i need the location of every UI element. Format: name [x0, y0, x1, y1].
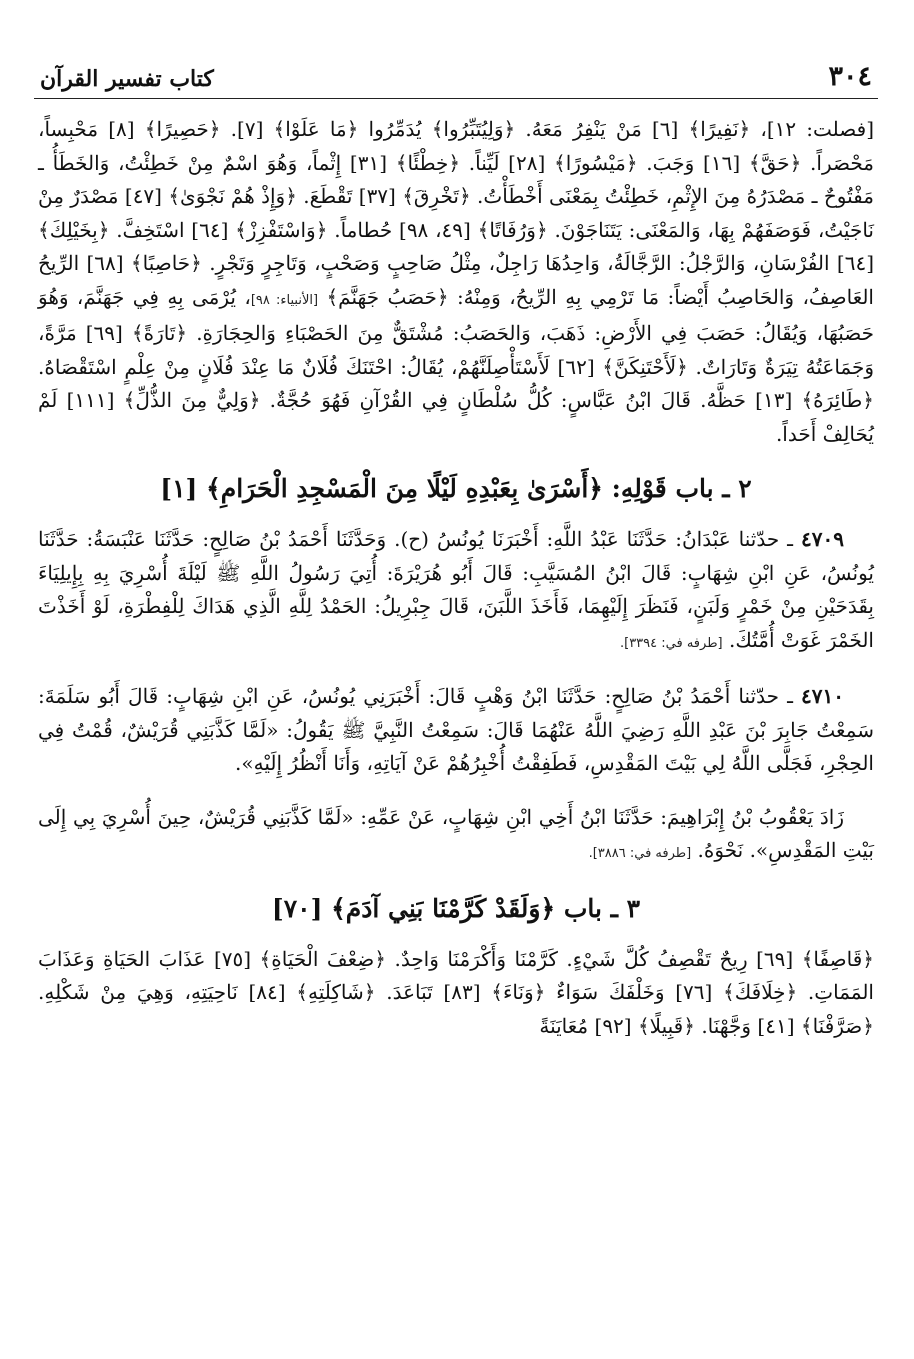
hadith-text: ـ حدّثنا أَحْمَدُ بْنُ صَالِحٍ: حَدَّثَنَا ابْنُ وَهْبٍ قَالَ: أَخْبَرَنِي يُونُسُ، عَنِ ابْنِ شِهَابٍ: قَالَ أَبُو سَلَمَةَ: سَمِعْتُ جَابِرَ بْنَ عَبْدِ اللَّهِ رَضِيَ اللَّهُ عَنْهُمَا قَالَ: سَمِعْتُ النَّبِيَّ ﷺ يَقُولُ: «لَمَّا كَذَّبَنِي قُرَيْشٌ، قُمْتُ فِي الحِجْرِ، فَجَلَّى اللَّهُ لِي بَيْتَ المَقْدِسِ، فَطَفِقْتُ أُخْبِرُهُمْ عَنْ آيَاتِهِ، وَأَنَا أَنْظُرُ إِلَيْهِ». — [38, 684, 874, 775]
hadith-4709 — [34, 523, 878, 660]
hadith-4710 — [34, 680, 878, 781]
chapter-heading-3: ٣ ـ باب ﴿وَلَقَدْ كَرَّمْنَا بَنِي آدَمَ﴾ [٧٠] — [271, 893, 641, 923]
gloss-paragraph-2 — [34, 943, 878, 1044]
hadith-number: ٤٧١٠ — [801, 684, 844, 708]
cross-reference: [طرفه في: ٣٨٨٦]. — [588, 846, 692, 861]
hadith-number: ٤٧٠٩ — [801, 527, 844, 551]
hadith-text: ـ حدّثنا عَبْدَانُ: حَدَّثَنَا عَبْدُ اللَّهِ: أَخْبَرَنَا يُونُسُ (ح). وَحَدَّثَنَا أَحْمَدُ بْنُ صَالِحٍ: حَدَّثَنَا عَنْبَسَةُ: حَدَّثَنَا يُونُسُ، عَنِ ابْنِ شِهَابٍ: قَالَ ابْنُ المُسَيَّبِ: قَالَ أَبُو هُرَيْرَةَ: أُتِيَ رَسُولُ اللَّهِ ﷺ لَيْلَةَ أُسْرِيَ بِهِ بِإِيلِيَاءَ بِقَدَحَيْنِ مِنْ خَمْرٍ وَلَبَنٍ، فَنَظَرَ إِلَيْهِمَا، فَأَخَذَ اللَّبَنَ، قَالَ جِبْرِيلُ: الحَمْدُ لِلَّهِ الَّذِي هَدَاكَ لِلْفِطْرَةِ، لَوْ أَخَذْتَ الخَمْرَ غَوَتْ أُمَّتُكَ. — [38, 527, 874, 652]
gloss-paragraph-1 — [34, 113, 878, 451]
verse-reference: [الأنبياء: ٩٨] — [250, 292, 319, 308]
gloss-text: [فصلت: ١٢]، ﴿نَفِيرًا﴾ [٦] مَنْ يَنْفِرُ مَعَهُ. ﴿وَلِيُتَبِّرُوا﴾ يُدَمِّرُوا ﴿مَا عَلَوْا﴾ [٧]. ﴿حَصِيرًا﴾ [٨] مَحْبِساً، مَحْصَراً. ﴿حَقَّ﴾ [١٦] وَجَبَ. ﴿مَيْسُورًا﴾ [٢٨] لَيِّناً. ﴿خِطْئًا﴾ [٣١] إِثْماً، وَهُوَ اسْمٌ مِنْ خَطِئْتُ، وَالخَطَأُ ـ مَفْتُوحٌ ـ مَصْدَرُهُ مِنَ الإِثْمِ، خَطِئْتُ بِمَعْنَى أَخْطَأْتُ. ﴿تَخْرِقَ﴾ [٣٧] تَقْطَعَ. ﴿وَإِذْ هُمْ نَجْوَىٰ﴾ [٤٧] مَصْدَرٌ مِنْ نَاجَيْتُ، فَوَصَفَهُمْ بِهَا، وَالمَعْنَى: يَتَنَاجَوْنَ. ﴿وَرُفَاتًا﴾ [٤٩، ٩٨] حُطاماً. ﴿وَاسْتَفْزِزْ﴾ [٦٤] اسْتَخِفَّ. ﴿بِخَيْلِكَ﴾ [٦٤] الفُرْسَانِ، وَالرَّجْلُ: الرَّجَّالَةُ، وَاحِدُهَا رَاجِلٌ، مِثْلُ صَاحِبٍ وَصَحْبٍ، وَتَاجِرٍ وَتَجْرٍ. ﴿حَاصِبًا﴾ [٦٨] الرِّيحُ العَاصِفُ، وَالحَاصِبُ أَيْضاً: مَا تَرْمِي بِهِ الرِّيحُ، وَمِنْهُ: ﴿حَصَبُ جَهَنَّمَ﴾ — [38, 117, 875, 309]
addition-paragraph — [34, 801, 878, 871]
cross-reference: [طرفه في: ٣٣٩٤]. — [619, 635, 723, 651]
book-title: كتاب تفسير القرآن — [40, 66, 214, 92]
addition-text: زَادَ يَعْقُوبُ بْنُ إِبْرَاهِيمَ: حَدَّثَنَا ابْنُ أَخِي ابْنِ شِهَابٍ، عَنْ عَمِّهِ: «لَمَّا كَذَّبَنِي قُرَيْشٌ، حِينَ أُسْرِيَ بِي إِلَى بَيْتِ المَقْدِسِ». نَحْوَهُ. — [38, 804, 874, 862]
page-number: ٣٠٤ — [828, 61, 872, 92]
chapter-heading-2: ٢ ـ باب قَوْلِهِ: ﴿أَسْرَىٰ بِعَبْدِهِ لَيْلًا مِنَ الْمَسْجِدِ الْحَرَامِ﴾ [١] — [160, 474, 752, 503]
running-head — [34, 52, 878, 99]
gloss-text: ﴿قَاصِفًا﴾ [٦٩] رِيحٌ تَقْصِفُ كُلَّ شَيْءٍ. كَرَّمْنَا وَأَكْرَمْنَا وَاحِدٌ. ﴿ضِعْفَ الْحَيَاةِ﴾ [٧٥] عَذَابَ الحَيَاةِ وَعَذَابَ المَمَاتِ. ﴿خِلَافَكَ﴾ [٧٦] وَخَلْفَكَ سَوَاءٌ ﴿وَنَاءَ﴾ [٨٣] تَبَاعَدَ. ﴿شَاكِلَتِهِ﴾ [٨٤] نَاحِيَتِهِ، وَهِيَ مِنْ شَكْلِهِ. ﴿صَرَّفْنَا﴾ [٤١] وَجَّهْنَا. ﴿قَبِيلًا﴾ [٩٢] مُعَايَنَةً — [38, 946, 874, 1038]
gloss-text-continued: ، يُرْمَى بِهِ فِي جَهَنَّمَ، وَهُوَ حَصَبُهَا، وَيُقَالُ: حَصَبَ فِي الأَرْضِ: ذَهَبَ، وَالحَصَبُ: مُشْتَقٌّ مِنَ الحَصْبَاءِ وَالحِجَارَةِ. ﴿تَارَةً﴾ [٦٩] مَرَّةً، وَجَمَاعَتُهُ تِيَرَةٌ وَتَارَاتٌ. ﴿لَأَحْتَنِكَنَّ﴾ [٦٢] لَأَسْتَأْصِلَنَّهُمْ، يُقَالُ: احْتَنَكَ فُلَانٌ مَا عِنْدَ فُلَانٍ مِنْ عِلْمٍ اسْتَقْصَاهُ. ﴿طَائِرَهُ﴾ [١٣] حَظَّهُ. قَالَ ابْنُ عَبَّاسٍ: كُلُّ سُلْطَانٍ فِي القُرْآنِ فَهُوَ حُجَّةٌ. ﴿وَلِيٌّ مِنَ الذُّلِّ﴾ [١١١] لَمْ يُحَالِفْ أَحَداً. — [38, 284, 874, 446]
